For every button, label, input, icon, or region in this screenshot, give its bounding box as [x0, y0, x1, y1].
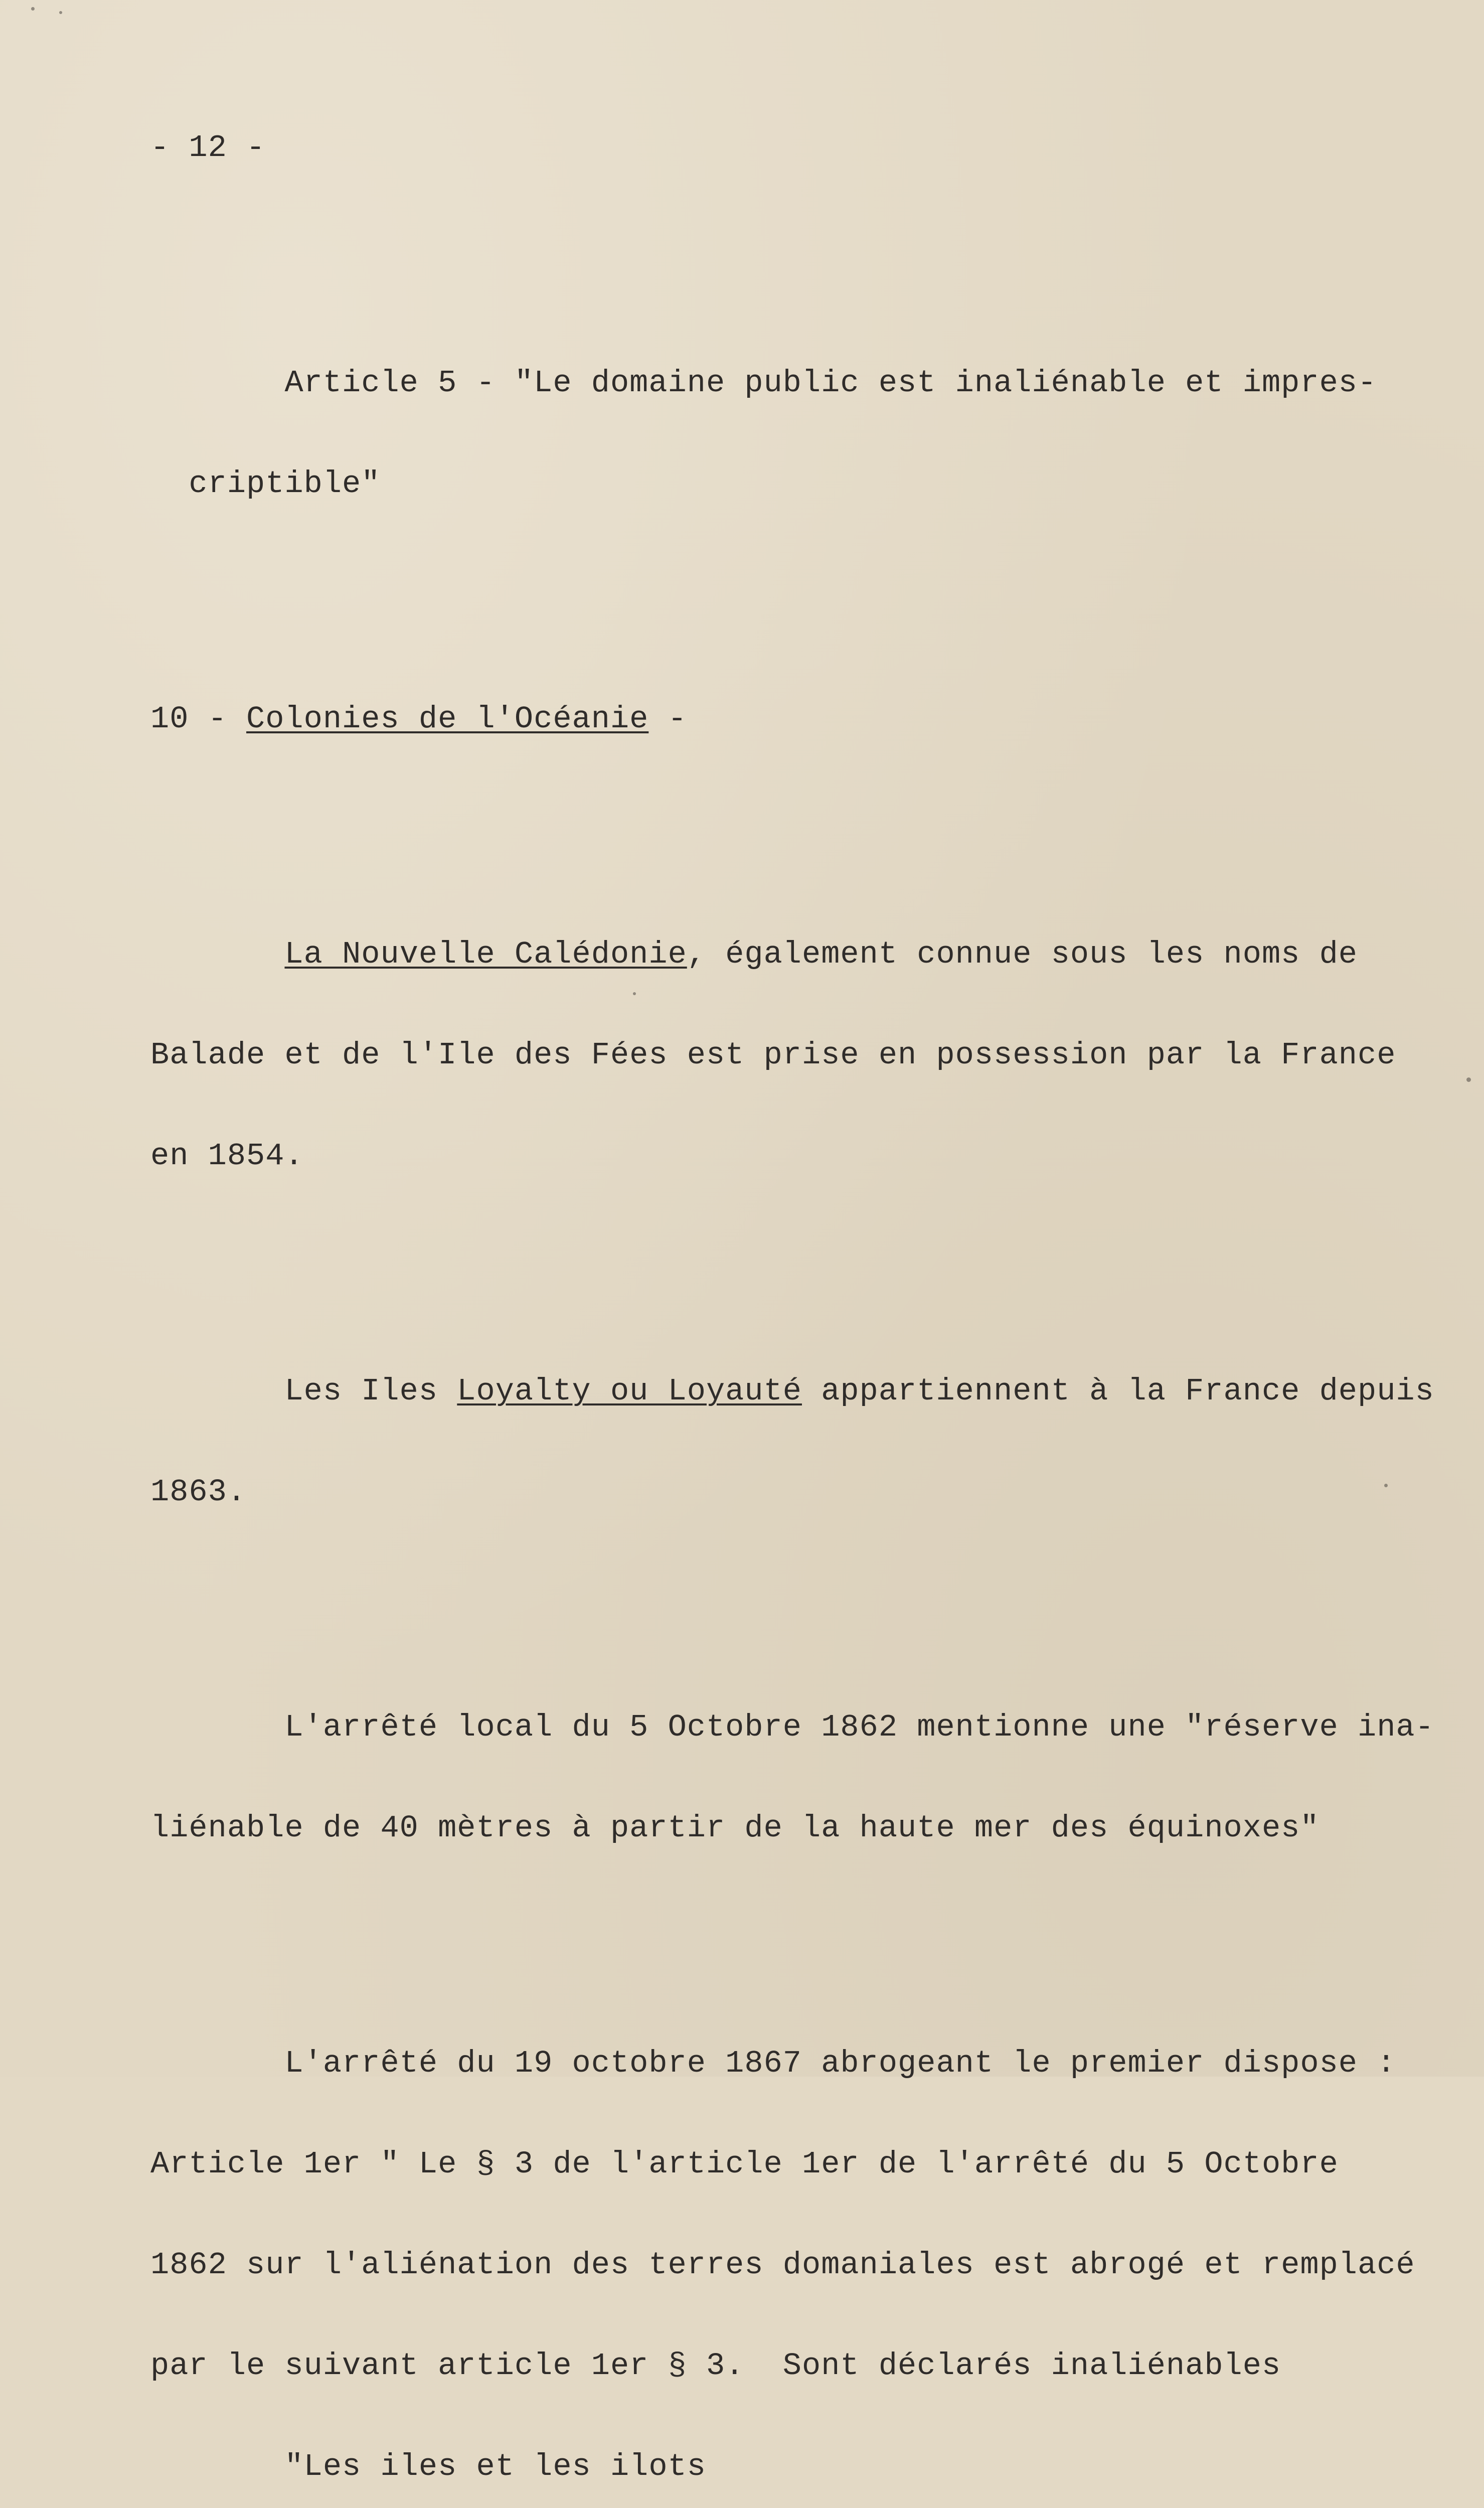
article5-line: Article 5 - "Le domaine public est inaliénable et impres- [150, 365, 1377, 401]
nouvelle-caledonie-name: La Nouvelle Calédonie [284, 936, 687, 972]
arrete-1867-line: Article 1er " Le § 3 de l'article 1er de l'arrêté du 5 Octobre [150, 2146, 1339, 2182]
nouvelle-caledonie-line: en 1854. [150, 1138, 304, 1174]
nouvelle-caledonie-rest: , également connue sous les noms de [687, 936, 1358, 972]
arrete-1867-line: 1862 sur l'aliénation des terres domaniales est abrogé et remplacé [150, 2247, 1415, 2283]
loyalty-rest: appartiennent à la France depuis [802, 1373, 1434, 1409]
section-number: 10 - [150, 701, 247, 737]
arrete-1867-line: par le suivant article 1er § 3. Sont déclarés inaliénables [150, 2348, 1281, 2384]
typewritten-text [150, 30, 1474, 2508]
section-dash: - [648, 701, 687, 737]
nouvelle-caledonie-line: Balade et de l'Ile des Fées est prise en possession par la France [150, 1037, 1396, 1073]
arrete-1862-line: L'arrêté local du 5 Octobre 1862 mentionne une "réserve ina- [150, 1709, 1434, 1745]
arrete-1867-line: "Les iles et les ilots [150, 2449, 706, 2484]
arrete-1867-line: L'arrêté du 19 octobre 1867 abrogeant le premier dispose : [150, 2046, 1396, 2081]
nouvelle-caledonie-line [150, 937, 1474, 971]
paper-speck [59, 11, 62, 14]
article5-line: criptible" [150, 466, 381, 502]
loyalty-line: 1863. [150, 1474, 247, 1510]
section-heading [150, 702, 1474, 736]
loyalty-prefix: Les Iles [150, 1373, 457, 1409]
loyalty-line [150, 1374, 1474, 1408]
paper-speck [31, 7, 35, 11]
loyalty-name: Loyalty ou Loyauté [457, 1373, 802, 1409]
section-title: Colonies de l'Océanie [246, 701, 649, 737]
indent [150, 936, 284, 972]
page-number: - 12 - [150, 130, 266, 166]
arrete-1862-line: liénable de 40 mètres à partir de la haute mer des équinoxes" [150, 1810, 1320, 1846]
